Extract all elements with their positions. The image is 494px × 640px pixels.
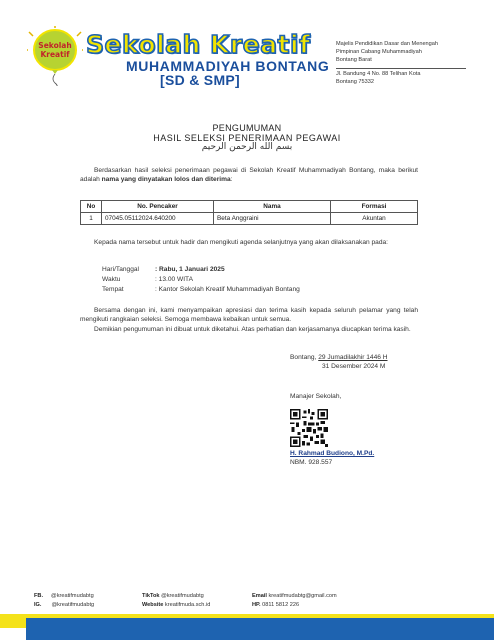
instruction-paragraph: Kepada nama tersebut untuk hadir dan mengikuti agenda selanjutnya yang akan dilaksanakan pada: [94,239,388,246]
intro-bold-text: nama yang dinyatakan lolos dan diterima [101,176,231,183]
website-link[interactable]: kreatifmuda.sch.id [164,602,211,608]
detail-label-time: Waktu [102,276,121,283]
signature-role: Manajer Sekolah, [290,393,342,400]
tiktok-handle[interactable]: @kreatifmudabtg [161,593,204,599]
document-subtitle: HASIL SELEKSI PENERIMAAN PEGAWAI [153,133,341,143]
cell-formasi: Akuntan [331,213,418,225]
footer-phone [252,602,299,608]
phone-number[interactable]: 0811 5812 226 [262,602,300,608]
logo-text-bottom: Kreatif [40,50,70,59]
fb-label: FB. [34,593,44,599]
basmalah: بسم الله الرحمن الرحيم [201,142,293,152]
signature-hijri-date: 29 Jumadilakhir 1446 H [318,354,388,361]
footer-tiktok [142,593,204,599]
detail-value-place: : Kantor Sekolah Kreatif Muhammadiyah Bontang [155,286,300,293]
org-line: Majelis Pendidikan Dasar dan Menengah [336,41,438,47]
detail-value-date: : Rabu, 1 Januari 2025 [155,266,225,273]
intro-text: Berdasarkan hasil seleksi penerimaan pegawai di Sekolah Kreatif Muhammadiyah Bontang, maka berikut adalah [80,167,418,183]
signature-gregorian-date: 31 Desember 2024 M [322,363,386,370]
signature-place: Bontang, [290,354,319,361]
detail-value-time: : 13.00 WITA [155,276,193,283]
email-link[interactable]: kreatifmudabtg@gmail.com [268,593,337,599]
closing-paragraph-2: Demikian pengumuman ini dibuat untuk diketahui. Atas perhatian dan kerjasamanya diucapkan terima kasih. [94,326,411,333]
intro-paragraph [80,166,418,184]
col-header-formasi: Formasi [331,201,418,213]
col-header-no: No [81,201,102,213]
table-row [81,213,418,225]
org-line: Pimpinan Cabang Muhammadiyah [336,49,422,55]
footer-website [142,602,210,608]
signature-place-date [290,354,388,361]
school-logo-balloon [27,26,83,86]
results-table [80,200,418,225]
signatory-name: H. Rahmad Budiono, M.Pd. [290,450,375,457]
brand-subtitle: MUHAMMADIYAH BONTANG [126,58,330,74]
closing-paragraph-1: Bersama dengan ini, kami menyampaikan apresiasi dan terima kasih kepada seluruh pelamar yang telah mengikuti rangkaian seleksi. Semoga membawa kebaikan untuk semua. [80,307,418,323]
ig-label: IG. [34,602,42,608]
logo-text-top: Sekolah [38,41,72,50]
col-header-pencaker: No. Pencaker [102,201,214,213]
cell-pencaker: 07045.05112024.640200 [102,213,214,225]
header-divider [336,68,466,69]
brand-name: Sekolah Kreatif [86,30,311,59]
qr-code-icon [290,409,328,447]
intro-end: : [230,176,233,183]
footer-ig [34,602,94,608]
col-header-nama: Nama [214,201,331,213]
footer-blue-band [26,618,494,640]
cell-nama: Beta Anggraini [214,213,331,225]
website-label: Website [142,602,164,608]
address-line: Jl. Bandung 4 No. 88 Telihan Kota [336,71,421,77]
phone-label: HP. [252,602,261,608]
tiktok-label: TikTok [142,593,160,599]
address-line: Bontang 75332 [336,79,374,85]
signatory-nbm: NBM. 928.557 [290,459,333,466]
brand-level: [SD & SMP] [160,72,240,88]
footer-fb [34,593,94,599]
cell-no: 1 [81,213,102,225]
organization-info [336,40,481,64]
org-line: Bontang Barat [336,57,372,63]
fb-handle[interactable]: @kreatifmudabtg [51,593,94,599]
footer-email [252,593,337,599]
email-label: Email [252,593,267,599]
detail-label-date: Hari/Tanggal [102,266,140,273]
detail-label-place: Tempat [102,286,124,293]
school-address [336,70,481,86]
document-title: PENGUMUMAN [212,123,282,133]
ig-handle[interactable]: @kreatifmudabtg [51,602,95,608]
table-header-row [81,201,418,213]
